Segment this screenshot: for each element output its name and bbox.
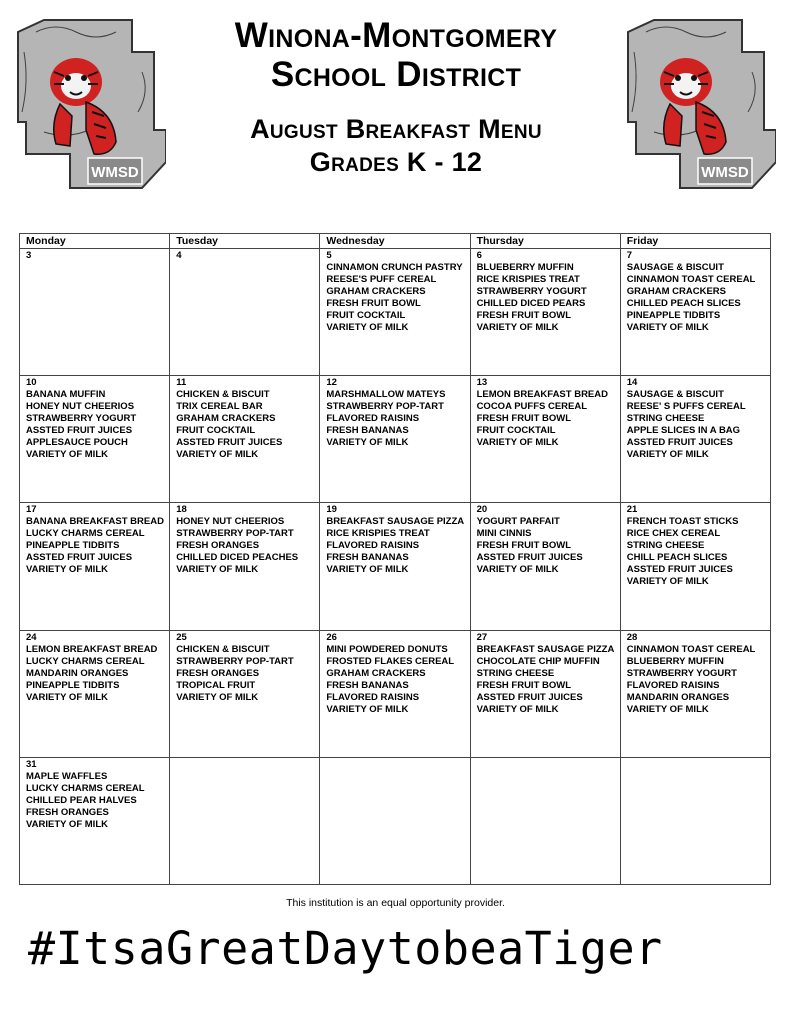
menu-item: HONEY NUT CHEERIOS xyxy=(26,401,135,413)
day-number: 6 xyxy=(476,250,482,261)
menu-item: ASSTED FRUIT JUICES xyxy=(26,425,133,437)
day-cell xyxy=(20,630,170,757)
menu-item: STRAWBERRY YOGURT xyxy=(476,286,587,297)
menu-item: LEMON BREAKFAST BREAD xyxy=(26,643,158,655)
menu-item: CHILLED PEAR HALVES xyxy=(26,794,137,806)
menu-item: FRUIT COCKTAIL xyxy=(476,425,556,437)
menu-item: STRAWBERRY POP-TART xyxy=(326,401,444,413)
day-number: 19 xyxy=(326,504,337,516)
day-number: 18 xyxy=(176,504,187,516)
day-number: 31 xyxy=(26,758,37,770)
day-number: 12 xyxy=(326,377,337,389)
menu-item: FRENCH TOAST STICKS xyxy=(626,516,739,528)
day-cell xyxy=(320,757,470,884)
menu-item: LEMON BREAKFAST BREAD xyxy=(476,389,608,401)
menu-item: CINNAMON TOAST CEREAL xyxy=(626,643,756,655)
weekday-header-thursday: Thursday xyxy=(470,234,620,249)
day-cell xyxy=(320,503,470,630)
day-cell xyxy=(170,376,320,503)
menu-item: PINEAPPLE TIDBITS xyxy=(26,679,120,691)
menu-item: VARIETY OF MILK xyxy=(626,576,709,588)
weekday-header-wednesday: Wednesday xyxy=(320,234,470,249)
menu-item: APPLE SLICES IN A BAG xyxy=(626,425,741,437)
menu-item: VARIETY OF MILK xyxy=(326,437,409,449)
menu-item: REESE' S PUFFS CEREAL xyxy=(626,401,746,413)
menu-item: VARIETY OF MILK xyxy=(26,564,108,576)
menu-item: CHILLED DICED PEARS xyxy=(476,298,586,309)
day-cell xyxy=(470,757,620,884)
day-number: 14 xyxy=(626,377,638,389)
day-cell xyxy=(470,249,620,376)
menu-item: VARIETY OF MILK xyxy=(176,564,259,576)
menu-item: GRAHAM CRACKERS xyxy=(326,286,426,297)
menu-item: VARIETY OF MILK xyxy=(26,691,108,703)
week-row xyxy=(20,757,771,884)
menu-item: BREAKFAST SAUSAGE PIZZA xyxy=(476,643,615,655)
day-cell xyxy=(320,249,470,376)
menu-item: FRESH FRUIT BOWL xyxy=(476,413,572,425)
day-cell xyxy=(20,757,170,884)
menu-item: TROPICAL FRUIT xyxy=(176,679,256,691)
menu-item: STRAWBERRY POP-TART xyxy=(176,655,294,667)
menu-item: FLAVORED RAISINS xyxy=(626,679,720,691)
menu-item: HONEY NUT CHEERIOS xyxy=(176,516,285,528)
menu-item: VARIETY OF MILK xyxy=(326,322,409,333)
day-number: 24 xyxy=(26,631,37,643)
menu-item: CHILLED DICED PEACHES xyxy=(176,552,299,564)
day-cell xyxy=(20,376,170,503)
day-number: 3 xyxy=(26,250,32,261)
page-header xyxy=(180,14,612,176)
menu-item: CINNAMON TOAST CEREAL xyxy=(626,274,756,285)
menu-item: LUCKY CHARMS CEREAL xyxy=(26,655,145,667)
menu-item: CHILL PEACH SLICES xyxy=(626,552,728,564)
menu-item: FLAVORED RAISINS xyxy=(326,413,420,425)
day-cell xyxy=(620,376,770,503)
day-cell xyxy=(620,757,770,884)
menu-item: FRESH FRUIT BOWL xyxy=(476,310,572,321)
menu-item: RICE KRISPIES TREAT xyxy=(326,528,430,540)
day-number: 10 xyxy=(26,377,37,389)
menu-item: YOGURT PARFAIT xyxy=(476,516,560,528)
menu-item: VARIETY OF MILK xyxy=(326,564,409,576)
day-number: 7 xyxy=(626,250,633,261)
day-number: 27 xyxy=(476,631,488,643)
menu-item: FRESH BANANAS xyxy=(326,552,409,564)
day-number: 13 xyxy=(476,377,488,389)
day-cell xyxy=(320,376,470,503)
weekday-header-tuesday: Tuesday xyxy=(170,234,320,249)
menu-item: MANDARIN ORANGES xyxy=(626,691,730,703)
day-number: 26 xyxy=(326,631,337,643)
menu-item: COCOA PUFFS CEREAL xyxy=(476,401,588,413)
menu-item: BANANA MUFFIN xyxy=(26,389,106,401)
menu-item: RICE CHEX CEREAL xyxy=(626,528,721,540)
menu-item: FROSTED FLAKES CEREAL xyxy=(326,655,455,667)
menu-item: LUCKY CHARMS CEREAL xyxy=(26,782,145,794)
menu-item: MANDARIN ORANGES xyxy=(26,667,129,679)
grades-subtitle: Grades K - 12 xyxy=(309,147,483,177)
district-name-line2: School District xyxy=(270,55,522,94)
day-cell xyxy=(470,630,620,757)
day-cell xyxy=(20,503,170,630)
day-number: 28 xyxy=(626,631,638,643)
menu-item: STRING CHEESE xyxy=(626,540,705,552)
menu-item: VARIETY OF MILK xyxy=(176,449,259,461)
menu-item: STRAWBERRY POP-TART xyxy=(176,528,294,540)
menu-item: CHOCOLATE CHIP MUFFIN xyxy=(476,655,600,667)
menu-item: APPLESAUCE POUCH xyxy=(26,437,128,449)
menu-item: BREAKFAST SAUSAGE PIZZA xyxy=(326,516,465,528)
menu-item: STRAWBERRY YOGURT xyxy=(626,667,737,679)
day-number: 25 xyxy=(176,631,187,643)
day-cell xyxy=(20,249,170,376)
menu-item: PINEAPPLE TIDBITS xyxy=(626,310,721,321)
weekday-header-row xyxy=(20,234,771,249)
menu-title: August Breakfast Menu xyxy=(250,114,542,144)
menu-item: ASSTED FRUIT JUICES xyxy=(26,552,133,564)
day-number: 5 xyxy=(326,250,332,261)
menu-item: STRAWBERRY YOGURT xyxy=(26,413,137,425)
menu-item: GRAHAM CRACKERS xyxy=(326,667,426,679)
menu-item: MINI POWDERED DONUTS xyxy=(326,643,448,655)
day-cell xyxy=(470,376,620,503)
day-number: 17 xyxy=(26,504,37,516)
menu-item: CHICKEN & BISCUIT xyxy=(176,643,270,655)
menu-item: VARIETY OF MILK xyxy=(476,564,559,576)
menu-item: FRESH BANANAS xyxy=(326,679,409,691)
svg-text:WMSD: WMSD xyxy=(91,164,139,181)
menu-item: VARIETY OF MILK xyxy=(626,322,709,333)
menu-item: VARIETY OF MILK xyxy=(176,691,259,703)
menu-item: FRESH FRUIT BOWL xyxy=(476,540,572,552)
menu-item: CINNAMON CRUNCH PASTRY xyxy=(326,262,463,273)
menu-item: REESE'S PUFF CEREAL xyxy=(326,274,437,285)
menu-item: ASSTED FRUIT JUICES xyxy=(626,564,733,576)
menu-item: FRESH ORANGES xyxy=(26,806,109,818)
menu-item: VARIETY OF MILK xyxy=(26,818,108,830)
day-number: 11 xyxy=(176,377,187,389)
day-cell xyxy=(620,503,770,630)
menu-item: FRESH ORANGES xyxy=(176,667,260,679)
menu-item: MINI CINNIS xyxy=(476,528,532,540)
menu-item: GRAHAM CRACKERS xyxy=(626,286,726,297)
menu-item: FRUIT COCKTAIL xyxy=(176,425,256,437)
weekday-header-friday: Friday xyxy=(620,234,770,249)
day-cell xyxy=(620,630,770,757)
menu-item: CHICKEN & BISCUIT xyxy=(176,389,270,401)
menu-item: MARSHMALLOW MATEYS xyxy=(326,389,446,401)
weekday-header-monday: Monday xyxy=(20,234,170,249)
day-cell xyxy=(170,503,320,630)
day-cell xyxy=(170,249,320,376)
week-row xyxy=(20,503,771,630)
menu-item: LUCKY CHARMS CEREAL xyxy=(26,528,145,540)
svg-text:WMSD: WMSD xyxy=(701,164,749,181)
menu-item: STRING CHEESE xyxy=(476,667,555,679)
menu-item: VARIETY OF MILK xyxy=(326,703,409,715)
day-number: 4 xyxy=(176,250,182,261)
menu-item: SAUSAGE & BISCUIT xyxy=(626,262,724,273)
week-row xyxy=(20,249,771,376)
menu-item: FRESH FRUIT BOWL xyxy=(476,679,572,691)
breakfast-menu-calendar xyxy=(19,233,771,885)
menu-item: FLAVORED RAISINS xyxy=(326,691,420,703)
menu-item: MAPLE WAFFLES xyxy=(26,770,108,782)
menu-item: STRING CHEESE xyxy=(626,413,705,425)
menu-item: BLUEBERRY MUFFIN xyxy=(476,262,574,273)
menu-item: FLAVORED RAISINS xyxy=(326,540,420,552)
week-row xyxy=(20,630,771,757)
wmsd-tiger-logo-left xyxy=(14,12,166,190)
menu-item: VARIETY OF MILK xyxy=(26,449,108,461)
wmsd-tiger-logo-right xyxy=(624,12,776,190)
day-cell xyxy=(620,249,770,376)
menu-item: ASSTED FRUIT JUICES xyxy=(476,552,583,564)
day-cell xyxy=(470,503,620,630)
menu-item: FRESH FRUIT BOWL xyxy=(326,298,421,309)
menu-item: BLUEBERRY MUFFIN xyxy=(626,655,724,667)
menu-item: VARIETY OF MILK xyxy=(476,322,559,333)
district-name-line1: Winona-Montgomery xyxy=(234,16,558,55)
menu-item: FRUIT COCKTAIL xyxy=(326,310,406,321)
menu-item: ASSTED FRUIT JUICES xyxy=(626,437,733,449)
menu-item: VARIETY OF MILK xyxy=(476,703,559,715)
menu-item: TRIX CEREAL BAR xyxy=(176,401,263,413)
menu-item: VARIETY OF MILK xyxy=(626,449,709,461)
day-number: 21 xyxy=(626,504,638,516)
day-cell xyxy=(170,630,320,757)
day-cell xyxy=(170,757,320,884)
week-row xyxy=(20,376,771,503)
day-number: 20 xyxy=(476,504,488,516)
menu-item: PINEAPPLE TIDBITS xyxy=(26,540,120,552)
menu-item: CHILLED PEACH SLICES xyxy=(626,298,741,309)
day-cell xyxy=(320,630,470,757)
menu-item: VARIETY OF MILK xyxy=(476,437,559,449)
menu-item: FRESH BANANAS xyxy=(326,425,409,437)
equal-opportunity-note: This institution is an equal opportunity provider. xyxy=(286,897,505,909)
menu-item: RICE KRISPIES TREAT xyxy=(476,274,580,285)
menu-item: BANANA BREAKFAST BREAD xyxy=(26,516,164,528)
menu-item: ASSTED FRUIT JUICES xyxy=(176,437,283,449)
menu-item: SAUSAGE & BISCUIT xyxy=(626,389,724,401)
menu-item: GRAHAM CRACKERS xyxy=(176,413,276,425)
menu-item: VARIETY OF MILK xyxy=(626,703,709,715)
menu-item: ASSTED FRUIT JUICES xyxy=(476,691,583,703)
tiger-hashtag: #ItsaGreatDaytobeaTiger xyxy=(28,922,663,975)
menu-item: FRESH ORANGES xyxy=(176,540,260,552)
